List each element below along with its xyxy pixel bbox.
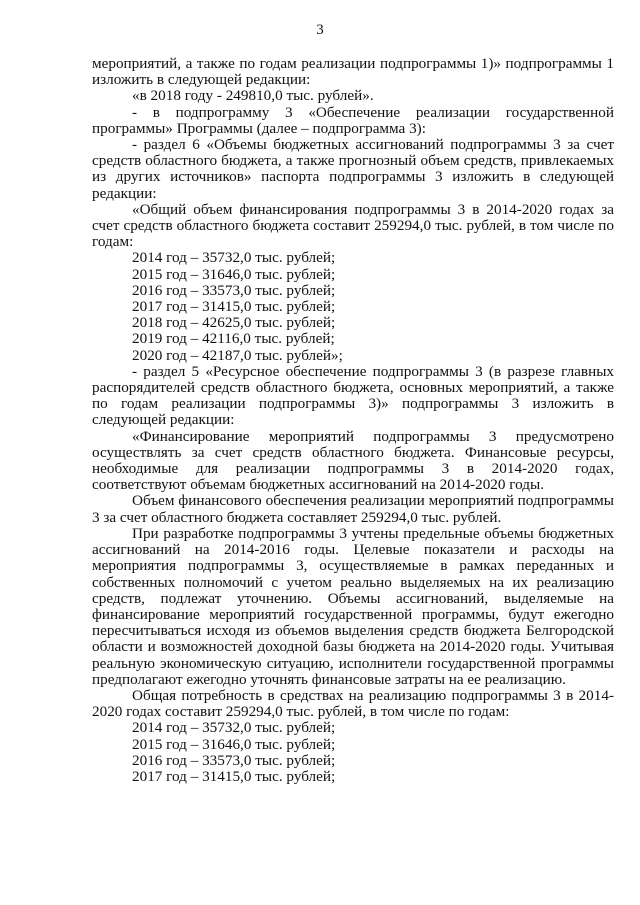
document-body xyxy=(92,56,614,785)
year-line-2015-b: 2015 год – 31646,0 тыс. рублей; xyxy=(132,735,336,753)
paragraph-2: «в 2018 году - 249810,0 тыс. рублей». xyxy=(132,87,374,105)
paragraph-9: При разработке подпрограммы 3 учтены предельные объемы бюджетных ассигнований на 2014-2016 годы. Целевые показатели и расходы на мероприятия подпрограммы 3, осуществляемые в рамках переданных и собственных полномочий с учетом реально выделяемых на их реализацию средств, подлежат уточнению. Объемы ассигнований, выделяемые на финансирование мероприятий государственной программы, будут ежегодно пересчитываться исходя из объемов выделения средств бюджета Белгородской области и возможностей доходной базы бюджета на 2014-2020 годы. Учитывая реальную экономическую ситуацию, исполнители государственной программы предполагают ежегодно уточнять финансовые затраты на ее реализацию. xyxy=(92,524,614,688)
year-line-2014: 2014 год – 35732,0 тыс. рублей; xyxy=(132,249,336,267)
year-line-2015: 2015 год – 31646,0 тыс. рублей; xyxy=(132,265,336,283)
year-line-2017-b: 2017 год – 31415,0 тыс. рублей; xyxy=(132,767,336,785)
year-line-2014-b: 2014 год – 35732,0 тыс. рублей; xyxy=(132,719,336,737)
year-line-2020: 2020 год – 42187,0 тыс. рублей»; xyxy=(132,346,343,364)
paragraph-1: мероприятий, а также по годам реализации подпрограммы 1)» подпрограммы 1 изложить в следующей редакции: xyxy=(92,55,614,89)
paragraph-6: - раздел 5 «Ресурсное обеспечение подпрограммы 3 (в разрезе главных распорядителей средств областного бюджета, основных мероприятий, а также по годам реализации подпрограммы 3)» подпрограммы 3 изложить в следующей редакции: xyxy=(92,362,614,429)
year-line-2016: 2016 год – 33573,0 тыс. рублей; xyxy=(132,281,336,299)
paragraph-3: - в подпрограмму 3 «Обеспечение реализации государственной программы» Программы (далее – подпрограмма 3): xyxy=(92,103,614,137)
year-line-2019: 2019 год – 42116,0 тыс. рублей; xyxy=(132,330,335,348)
paragraph-7: «Финансирование мероприятий подпрограммы 3 предусмотрено осуществлять за счет средств областного бюджета. Финансовые ресурсы, необходимые для реализации подпрограммы 3 в 2014-2020 годах, соответствуют объемам бюджетных ассигнований на 2014-2020 годы. xyxy=(92,427,614,494)
paragraph-5: «Общий объем финансирования подпрограммы 3 в 2014-2020 годах за счет средств областного бюджета составит 259294,0 тыс. рублей, в том числе по годам: xyxy=(92,200,614,251)
year-line-2018: 2018 год – 42625,0 тыс. рублей; xyxy=(132,314,336,332)
paragraph-4: - раздел 6 «Объемы бюджетных ассигнований подпрограммы 3 за счет средств областного бюджета, а также прогнозный объем средств, привлекаемых из других источников» паспорта подпрограммы 3 изложить в следующей редакции: xyxy=(92,136,614,202)
year-line-2017: 2017 год – 31415,0 тыс. рублей; xyxy=(132,298,336,316)
year-line-2016-b: 2016 год – 33573,0 тыс. рублей; xyxy=(132,751,336,769)
page-number: 3 xyxy=(316,22,324,38)
paragraph-10: Общая потребность в средствах на реализацию подпрограммы 3 в 2014-2020 годах составит 259294,0 тыс. рублей, в том числе по годам: xyxy=(92,686,614,721)
paragraph-8: Объем финансового обеспечения реализации мероприятий подпрограммы 3 за счет областного бюджета составляет 259294,0 тыс. рублей. xyxy=(92,492,614,526)
